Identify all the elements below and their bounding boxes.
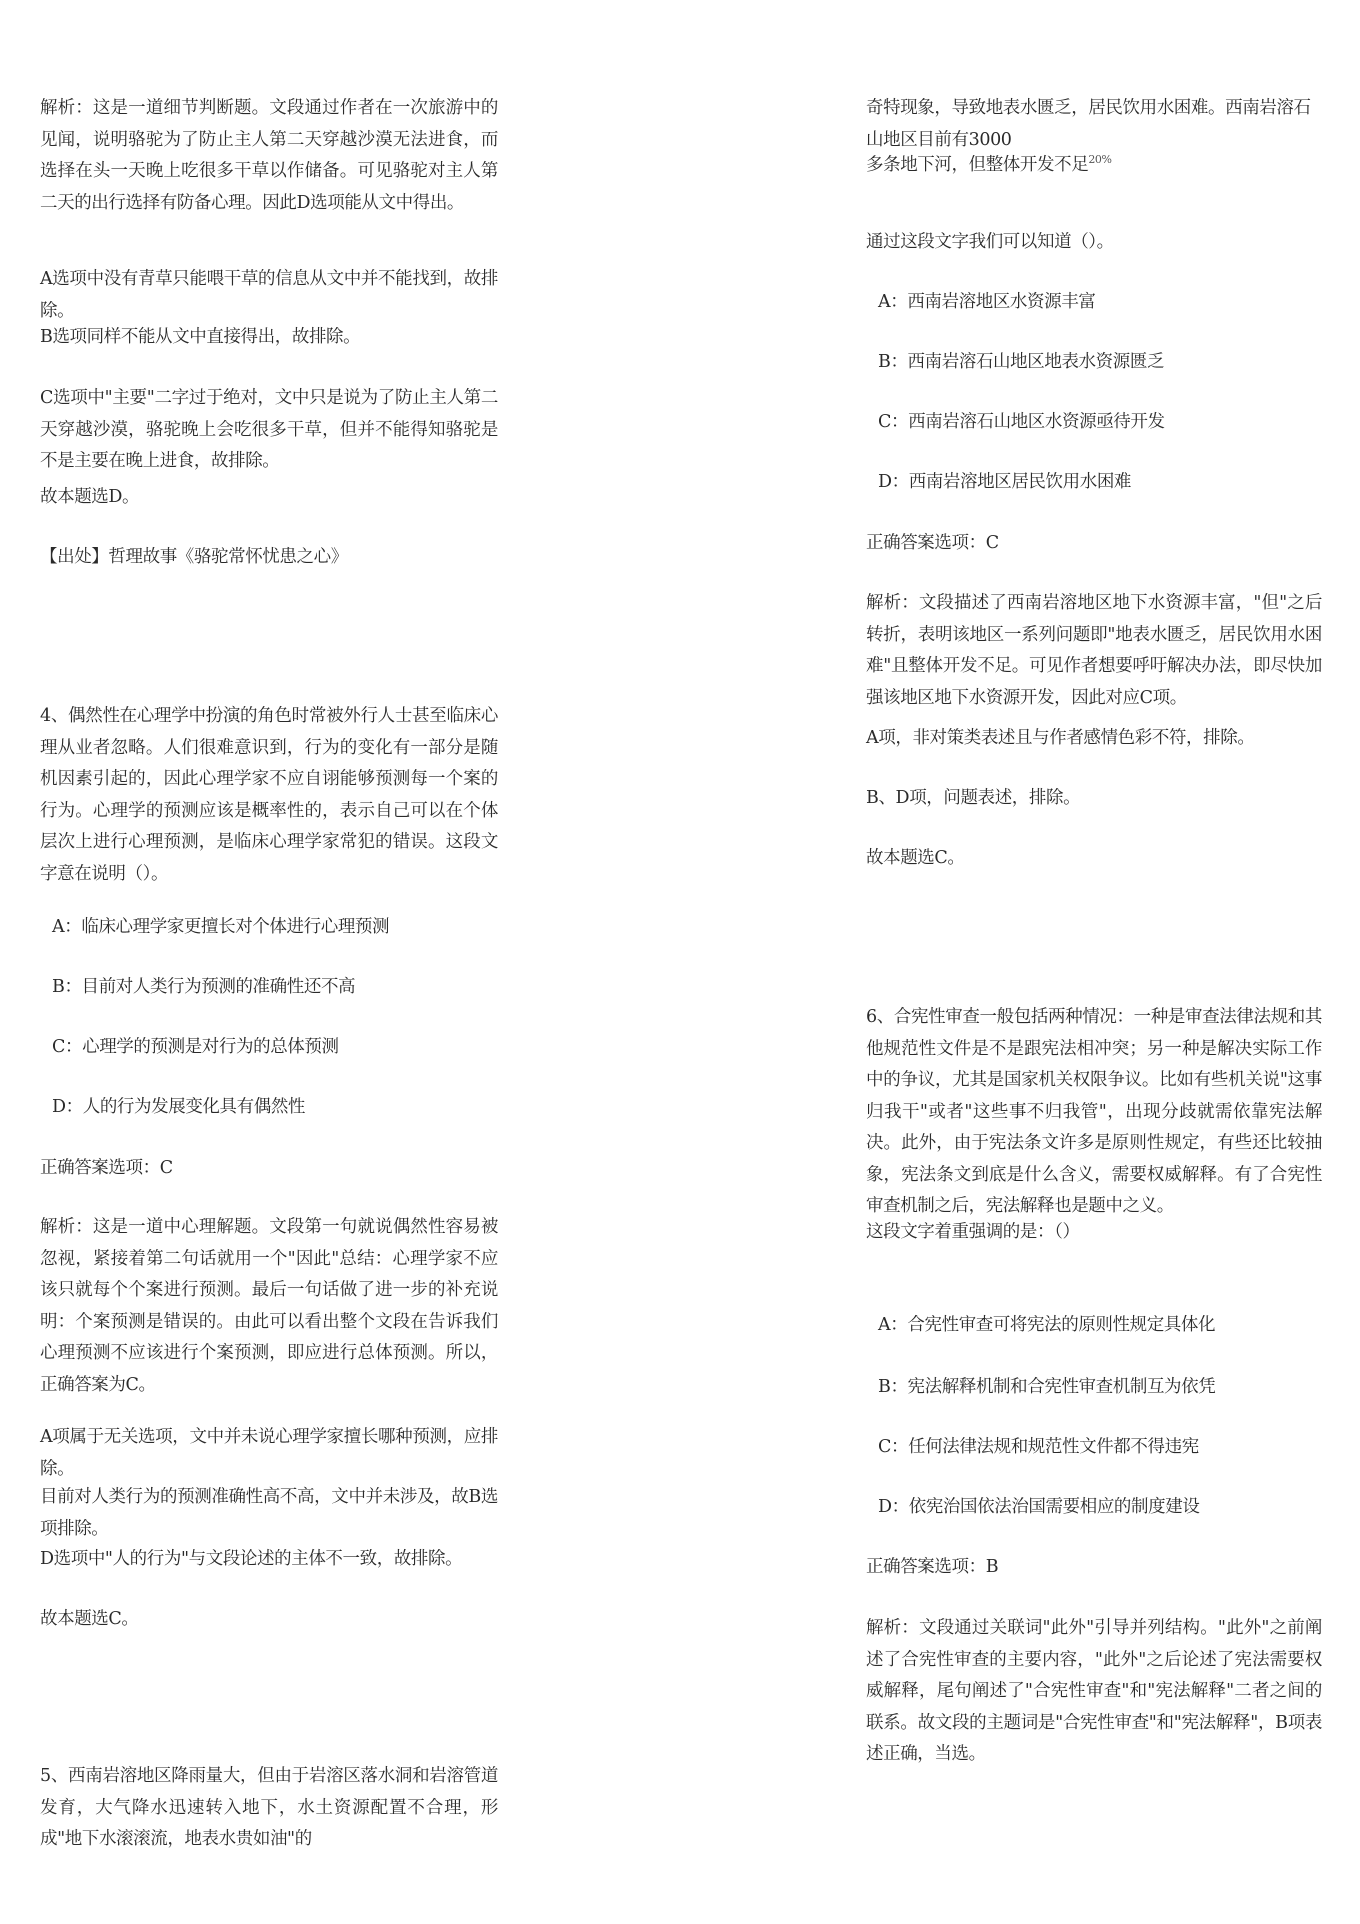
q4-exclusion-d: D选项中"人的行为"与文段论述的主体不一致，故排除。: [40, 1549, 463, 1569]
q4-stem: 4、偶然性在心理学中扮演的角色时常被外行人士甚至临床心理从业者忽略。人们很难意识到，行为的变化有一部分是随机因素引起的，因此心理学家不应自诩能够预测每一个案的行为。心理学的预测应该是概率性的，表示自己可以在个体层次上进行心理预测，是临床心理学家常犯的错误。这段文字意在说明（）。: [40, 706, 498, 884]
q6-analysis: 解析：文段通过关联词"此外"引导并列结构。"此外"之前阐述了合宪性审查的主要内容，"此外"之后论述了宪法需要权威解释，尾句阐述了"合宪性审查"和"宪法解释"二者之间的联系。故文段的主题词是"合宪性审查"和"宪法解释"，B项表述正确，当选。: [866, 1618, 1322, 1764]
q6-option-b: B：宪法解释机制和合宪性审查机制互为依凭: [878, 1377, 1216, 1397]
q6-option-c: C：任何法律法规和规范性文件都不得违宪: [878, 1437, 1199, 1457]
q5-analysis: 解析：文段描述了西南岩溶地区地下水资源丰富，"但"之后转折，表明该地区一系列问题即"地表水匮乏，居民饮用水困难"且整体开发不足。可见作者想要呼吁解决办法，即尽快加强该地区地下水资源开发，因此对应C项。: [866, 593, 1322, 708]
q4-exclusion-b: 目前对人类行为的预测准确性高不高，文中并未涉及，故B选项排除。: [40, 1487, 498, 1539]
q5-prompt: 通过这段文字我们可以知道（）。: [866, 232, 1114, 252]
q4-option-b: B：目前对人类行为预测的准确性还不高: [52, 977, 356, 997]
q5-conclusion: 故本题选C。: [866, 848, 965, 868]
q3-exclusion-b: B选项同样不能从文中直接得出，故排除。: [40, 327, 361, 347]
q5-option-c: C：西南岩溶石山地区水资源亟待开发: [878, 412, 1165, 432]
q4-analysis: 解析：这是一道中心理解题。文段第一句就说偶然性容易被忽视，紧接着第二句话就用一个"因此"总结：心理学家不应该只就每个个案进行预测。最后一句话做了进一步的补充说明：个案预测是错误的。由此可以看出整个文段在告诉我们心理预测不应该进行个案预测，即应进行总体预测。所以，正确答案为C。: [40, 1217, 499, 1395]
q4-conclusion: 故本题选C。: [40, 1609, 139, 1629]
q5-option-a: A：西南岩溶地区水资源丰富: [878, 292, 1096, 312]
q5-stem-continued-text: 多条地下河，但整体开发不足: [866, 155, 1089, 175]
q5-option-d: D：西南岩溶地区居民饮用水困难: [878, 472, 1132, 492]
q3-exclusion-c: C选项中"主要"二字过于绝对，文中只是说为了防止主人第二天穿越沙漠，骆驼晚上会吃很多干草，但并不能得知骆驼是不是主要在晚上进食，故排除。: [40, 388, 498, 471]
q6-prompt: 这段文字着重强调的是：（）: [866, 1222, 1080, 1242]
q5-footnote-mark: 20%: [1088, 153, 1112, 167]
q6-stem: 6、合宪性审查一般包括两种情况：一种是审查法律法规和其他规范性文件是不是跟宪法相冲突；另一种是解决实际工作中的争议，尤其是国家机关权限争议。比如有些机关说"这事归我干"或者"这些事不归我管"，出现分歧就需依靠宪法解决。此外，由于宪法条文许多是原则性规定，有些还比较抽象，宪法条文到底是什么含义，需要权威解释。有了合宪性审查机制之后，宪法解释也是题中之义。: [866, 1007, 1322, 1216]
q5-answer: 正确答案选项：C: [866, 533, 999, 553]
q3-source: 【出处】哲理故事《骆驼常怀忧患之心》: [40, 547, 348, 567]
q5-stem-continued-line2: [866, 150, 1322, 182]
q5-exclusion-bd: B、D项，问题表述，排除。: [866, 788, 1081, 808]
q4-option-a: A：临床心理学家更擅长对个体进行心理预测: [52, 917, 390, 937]
q6-answer: 正确答案选项：B: [866, 1557, 999, 1577]
q4-answer: 正确答案选项：C: [40, 1158, 173, 1178]
q4-option-c: C：心理学的预测是对行为的总体预测: [52, 1037, 339, 1057]
q6-option-d: D：依宪治国依法治国需要相应的制度建设: [878, 1497, 1200, 1517]
q5-option-b: B：西南岩溶石山地区地表水资源匮乏: [878, 352, 1165, 372]
q3-conclusion: 故本题选D。: [40, 487, 140, 507]
q4-exclusion-a: A项属于无关选项，文中并未说心理学家擅长哪种预测，应排除。: [40, 1427, 498, 1479]
q6-option-a: A：合宪性审查可将宪法的原则性规定具体化: [878, 1315, 1216, 1335]
q3-exclusion-a: A选项中没有青草只能喂干草的信息从文中并不能找到，故排除。: [40, 269, 498, 321]
q5-exclusion-a: A项，非对策类表述且与作者感情色彩不符，排除。: [866, 728, 1255, 748]
q4-option-d: D：人的行为发展变化具有偶然性: [52, 1097, 306, 1117]
q3-analysis-paragraph: 解析：这是一道细节判断题。文段通过作者在一次旅游中的见闻，说明骆驼为了防止主人第二天穿越沙漠无法进食，而选择在头一天晚上吃很多干草以作储备。可见骆驼对主人第二天的出行选择有防备心理。因此D选项能从文中得出。: [40, 98, 498, 213]
q5-stem-continued-line1: 奇特现象，导致地表水匮乏，居民饮用水困难。西南岩溶石山地区目前有3000: [866, 98, 1311, 150]
q5-stem-start: 5、西南岩溶地区降雨量大，但由于岩溶区落水洞和岩溶管道发育，大气降水迅速转入地下，水土资源配置不合理，形成"地下水滚滚流，地表水贵如油"的: [40, 1766, 498, 1849]
